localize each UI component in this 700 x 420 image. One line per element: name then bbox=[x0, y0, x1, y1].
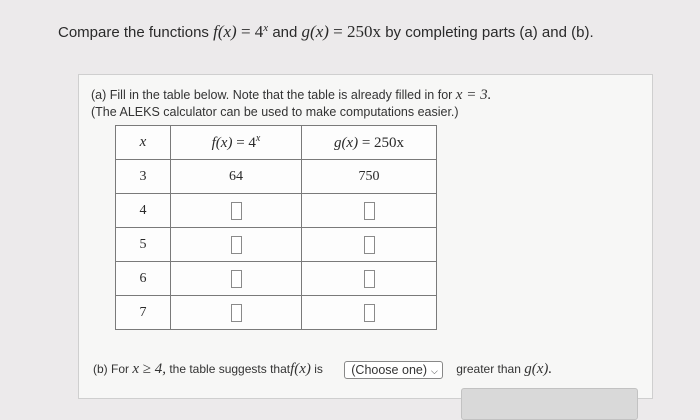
part-b-condition: x ≥ 4, bbox=[132, 361, 166, 378]
f-definition: f(x) bbox=[213, 22, 237, 41]
row-x: 3 bbox=[116, 160, 171, 194]
f-answer-input[interactable] bbox=[231, 304, 242, 322]
part-a-x-value: x = 3. bbox=[455, 87, 492, 103]
function-table bbox=[115, 125, 437, 330]
f-answer-input[interactable] bbox=[231, 236, 242, 254]
header-x: x bbox=[116, 126, 171, 160]
row-x: 7 bbox=[116, 296, 171, 330]
question-and: and bbox=[272, 24, 298, 41]
g-answer-input[interactable] bbox=[364, 236, 375, 254]
row-x: 5 bbox=[116, 228, 171, 262]
row-g-cell bbox=[302, 262, 437, 296]
header-f bbox=[171, 126, 302, 160]
header-g-right: = 250x bbox=[358, 134, 405, 151]
row-f-cell bbox=[171, 228, 302, 262]
g-equals: = 250x bbox=[328, 22, 382, 41]
row-x: 4 bbox=[116, 194, 171, 228]
f-exponent: x bbox=[263, 22, 269, 34]
header-g-left: g(x) bbox=[333, 134, 359, 151]
question-suffix: by completing parts (a) and (b). bbox=[385, 24, 594, 41]
table-row bbox=[116, 296, 437, 330]
part-a-instructions bbox=[91, 87, 491, 121]
part-b-g: g(x). bbox=[524, 361, 553, 378]
part-a-line1: (a) Fill in the table below. Note that the table is already filled in for bbox=[91, 88, 453, 102]
comparison-select[interactable] bbox=[344, 361, 443, 379]
part-b-is: is bbox=[314, 362, 323, 377]
row-g-cell bbox=[302, 296, 437, 330]
problem-panel bbox=[78, 74, 653, 399]
partial-button[interactable] bbox=[461, 388, 638, 420]
row-f-cell bbox=[171, 194, 302, 228]
comparison-select-value: (Choose one) bbox=[351, 363, 428, 377]
f-equals: = 4 bbox=[236, 22, 264, 41]
part-a-line2: (The ALEKS calculator can be used to make computations easier.) bbox=[91, 105, 459, 119]
table-row bbox=[116, 262, 437, 296]
table-row bbox=[116, 194, 437, 228]
header-f-left: f(x) bbox=[211, 135, 233, 151]
row-f-cell bbox=[171, 296, 302, 330]
chevron-down-icon: ⌵ bbox=[431, 366, 438, 376]
g-answer-input[interactable] bbox=[364, 304, 375, 322]
part-b-prefix: (b) For bbox=[93, 362, 129, 377]
header-g bbox=[302, 126, 437, 160]
question-text bbox=[58, 22, 594, 42]
row-g-cell bbox=[302, 228, 437, 262]
part-b-suffix: greater than bbox=[456, 362, 521, 377]
row-x: 6 bbox=[116, 262, 171, 296]
row-g-cell bbox=[302, 194, 437, 228]
part-b-middle: the table suggests that bbox=[169, 362, 291, 377]
header-f-exp: x bbox=[255, 133, 261, 144]
row-g-value: 750 bbox=[302, 160, 437, 194]
row-f-value: 64 bbox=[171, 160, 302, 194]
g-definition: g(x) bbox=[301, 22, 329, 41]
f-answer-input[interactable] bbox=[231, 270, 242, 288]
table-header-row bbox=[116, 126, 437, 160]
g-answer-input[interactable] bbox=[364, 270, 375, 288]
part-b-statement bbox=[93, 361, 552, 379]
question-prefix: Compare the functions bbox=[58, 24, 209, 41]
header-f-right: = 4 bbox=[232, 135, 256, 151]
f-answer-input[interactable] bbox=[231, 202, 242, 220]
g-answer-input[interactable] bbox=[364, 202, 375, 220]
table-row bbox=[116, 228, 437, 262]
table-row bbox=[116, 160, 437, 194]
part-b-f: f(x) bbox=[290, 361, 311, 378]
row-f-cell bbox=[171, 262, 302, 296]
